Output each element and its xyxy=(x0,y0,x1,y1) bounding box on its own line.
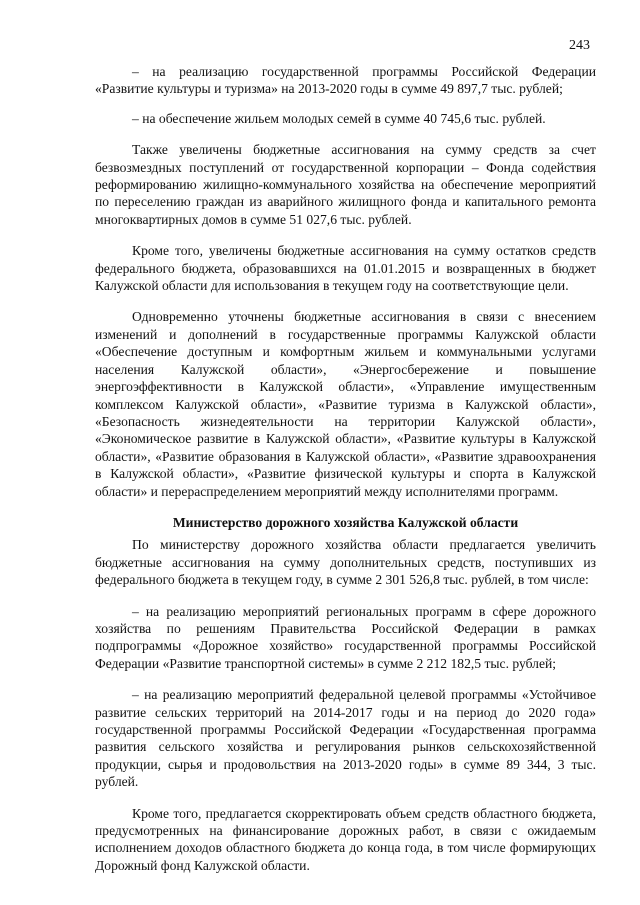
paragraph-road-programs: – на реализацию мероприятий региональных программ в сфере дорожного хозяйства по решениям Правительства Российской Федерации в рамках подпрограммы «Дорожное хозяйство» государственной программы Российской Федерации «Развитие транспортной системы» в сумме 2 212 182,5 тыс. рублей; xyxy=(95,603,596,671)
paragraph-state-programs: Одновременно уточнены бюджетные ассигнования в связи с внесением изменений и дополнений в государственные программы Калужской области «Обеспечение доступным и комфортным жильем и коммунальными услугами населения Калужской области», «Энергосбережение и повышение энергоэффективности в Калужской области», «Управление имущественным комплексом Калужской области», «Развитие туризма в Калужской области», «Безопасность жизнедеятельности на территории Калужской области», «Экономическое развитие в Калужской области», «Развитие культуры в Калужской области», «Развитие образования в Калужской области», «Развитие здравоохранения в Калужской области», «Развитие физической культуры и спорта в Калужской области» и перераспределением мероприятий между исполнителями программ. xyxy=(95,309,596,499)
section-heading: Министерство дорожного хозяйства Калужской области xyxy=(172,514,519,530)
paragraph-housing-fund: Также увеличены бюджетные ассигнования на сумму средств за счет безвозмездных поступлений от государственной корпорации – Фонда содействия реформированию жилищно-коммунального хозяйства на обеспечение мероприятий по переселению граждан из аварийного жилищного фонда и капитального ремонта многоквартирных домов в сумме 51 027,6 тыс. рублей. xyxy=(95,142,596,227)
paragraph-road-fund: Кроме того, предлагается скорректировать объем средств областного бюджета, предусмотренных на финансирование дорожных работ, в связи с ожидаемым исполнением доходов областного бюджета до конца года, в том числе формирующих Дорожный фонд Калужской области. xyxy=(95,805,596,873)
paragraph-federal-balances: Кроме того, увеличены бюджетные ассигнования на сумму остатков средств федерального бюджета, образовавшихся на 01.01.2015 и возвращенных в бюджет Калужской области для использования в текущем году на соответствующие цели. xyxy=(95,243,596,294)
paragraph-rural-development: – на реализацию мероприятий федеральной целевой программы «Устойчивое развитие сельских территорий на 2014-2017 годы и на период до 2020 года» государственной программы Российской Федерации «Государственная программа развития сельского хозяйства и регулирования рынков сельскохозяйственной продукции, сырья и продовольствия на 2013-2020 годы» в сумме 89 344, 3 тыс. рублей. xyxy=(95,687,596,790)
paragraph-culture-tourism: – на реализацию государственной программы Российской Федерации «Развитие культуры и туризма» на 2013-2020 годы в сумме 49 897,7 тыс. рублей; xyxy=(95,64,596,97)
paragraph-road-ministry: По министерству дорожного хозяйства области предлагается увеличить бюджетные ассигнования на сумму дополнительных средств, поступивших из федерального бюджета в текущем году, в сумме 2 301 526,8 тыс. рублей, в том числе: xyxy=(95,537,596,588)
page-number: 243 xyxy=(569,38,590,53)
document-body xyxy=(95,63,596,888)
paragraph-young-families: – на обеспечение жильем молодых семей в сумме 40 745,6 тыс. рублей. xyxy=(132,110,546,126)
